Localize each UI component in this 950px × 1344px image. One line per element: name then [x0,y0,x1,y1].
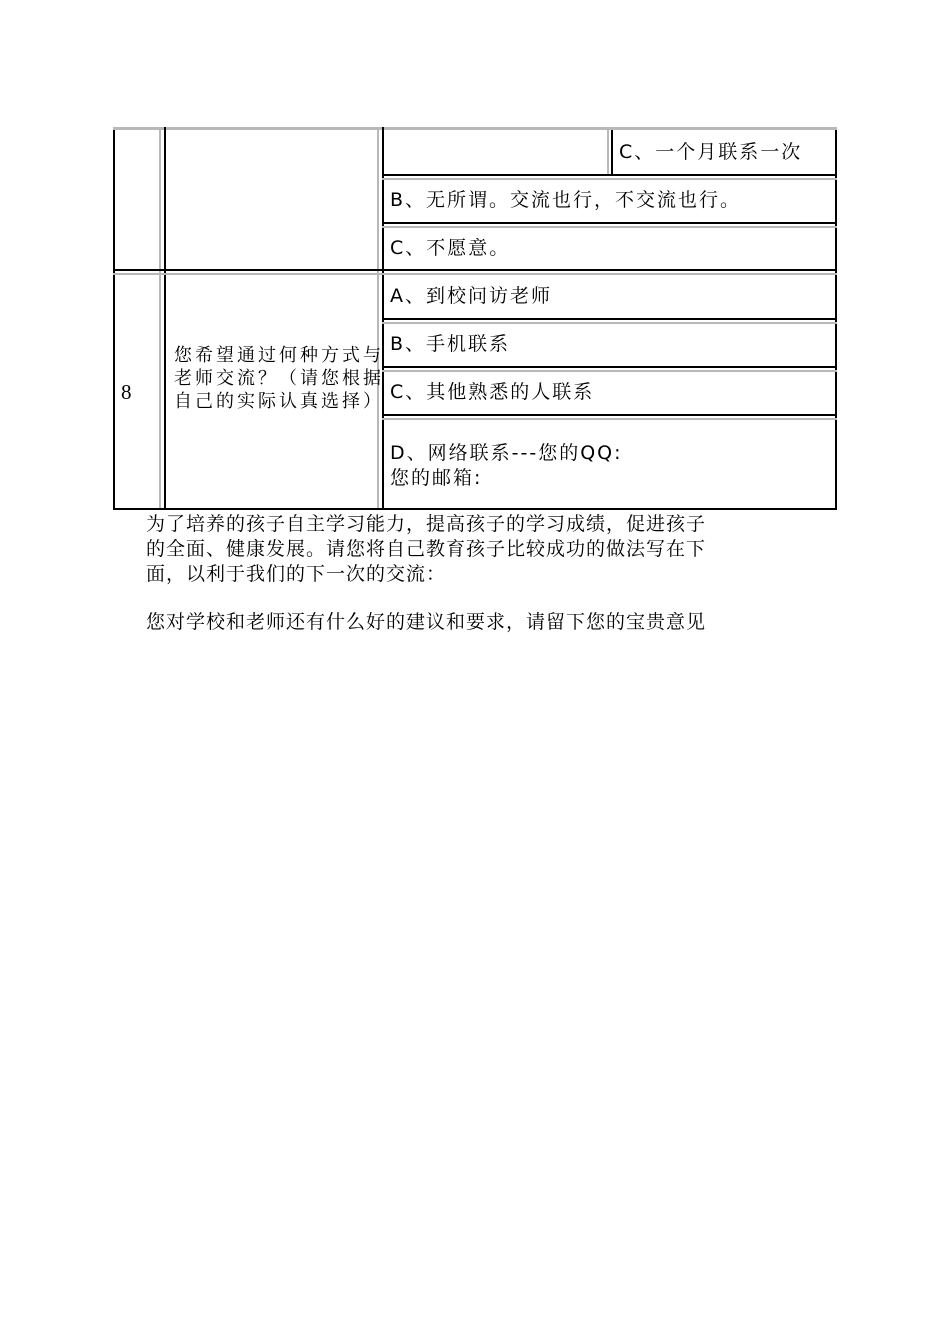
row-number: 8 [121,380,132,404]
row8-divider-2 [382,366,837,368]
section-divider-g [113,273,837,275]
row8-divider-3 [382,414,837,416]
col-divider-1a [159,127,161,508]
row-divider-1g [382,178,837,180]
option-b-phone: B、手机联系 [390,333,511,355]
section-divider [113,269,837,271]
option-d-network: D、网络联系---您的QQ: [390,442,623,464]
paragraph-1-line-2: 的全面、健康发展。请您将自己教育孩子比较成功的做法写在下 [146,538,707,560]
option-c-acquaintance: C、其他熟悉的人联系 [390,381,595,403]
email-label: 您的邮箱: [390,467,483,489]
paragraph-1-line-1: 为了培养的孩子自主学习能力，提高孩子的学习成绩，促进孩子 [146,513,707,535]
option-c-unwilling: C、不愿意。 [390,237,511,259]
table-left-border [113,127,115,509]
row8-divider-3g [382,418,837,420]
inner-cell-divider-a [607,130,609,174]
inner-cell-divider-b [611,130,613,174]
row-divider-1 [382,174,837,176]
row-divider-2 [382,222,837,224]
row-divider-2g [382,226,837,228]
col-divider-2a [377,127,379,508]
option-c-monthly: C、一个月联系一次 [619,141,803,163]
row8-divider-1 [382,318,837,320]
table-bottom-border [113,508,837,510]
paragraph-2: 您对学校和老师还有什么好的建议和要求，请留下您的宝贵意见 [146,611,707,633]
row8-divider-2g [382,370,837,372]
option-b-indifferent: B、无所谓。交流也行，不交流也行。 [390,189,742,211]
row8-divider-1g [382,322,837,324]
option-a-visit: A、到校问访老师 [390,285,552,307]
col-divider-1b [164,127,166,508]
question-text: 您希望通过何种方式与老师交流？（请您根据自己的实际认真选择） [174,345,384,412]
paragraph-1-line-3: 面，以利于我们的下一次的交流： [146,563,447,585]
table-top-edge [113,127,837,130]
